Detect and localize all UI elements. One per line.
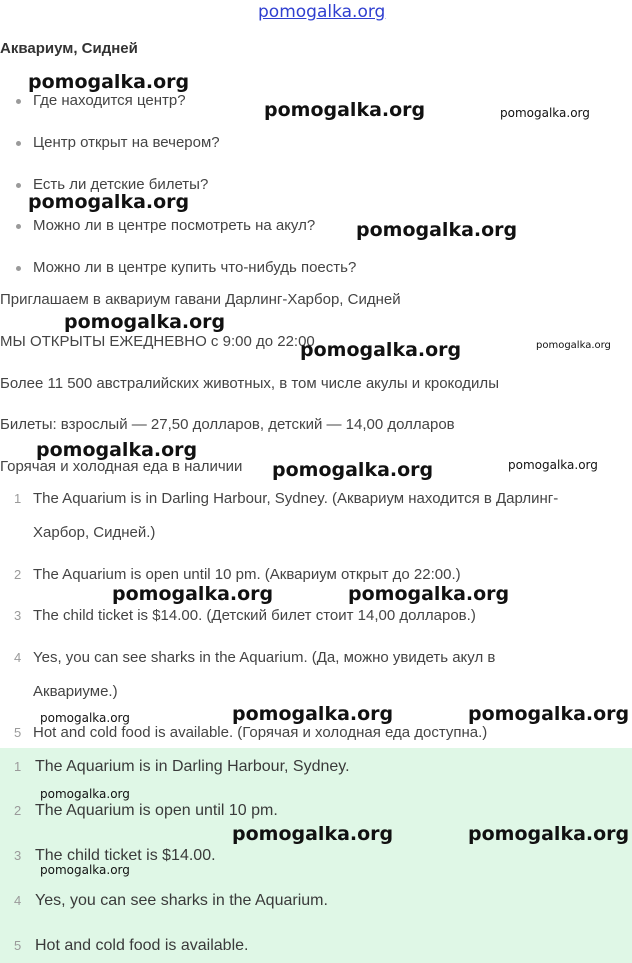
watermark-overlay: pomogalka.org	[28, 71, 190, 93]
answer-item: 4 Yes, you can see sharks in the Aquarium. (Да, можно увидеть акул в	[14, 649, 496, 666]
bullet-icon	[16, 183, 21, 188]
watermark-overlay: pomogalka.org	[40, 787, 130, 801]
final-answer-item: 5 Hot and cold food is available.	[14, 937, 249, 954]
watermark-overlay: pomogalka.org	[64, 311, 226, 333]
watermark-overlay: pomogalka.org	[264, 99, 426, 121]
final-answer-item: 2 The Aquarium is open until 10 pm.	[14, 802, 278, 819]
watermark-overlay: pomogalka.org	[300, 339, 462, 361]
final-answer-item: 4 Yes, you can see sharks in the Aquarium.	[14, 892, 328, 909]
info-line: Более 11 500 австралийских животных, в том числе акулы и крокодилы	[0, 375, 499, 392]
watermark-overlay: pomogalka.org	[232, 823, 394, 845]
watermark-overlay: pomogalka.org	[28, 191, 190, 213]
watermark-overlay: pomogalka.org	[272, 459, 434, 481]
answer-item: 3 The child ticket is $14.00. (Детский билет стоит 14,00 долларов.)	[14, 607, 476, 624]
info-line: Билеты: взрослый — 27,50 долларов, детский — 14,00 долларов	[0, 416, 455, 433]
watermark-overlay: pomogalka.org	[468, 703, 630, 725]
final-answer-item: 3 The child ticket is $14.00.	[14, 847, 216, 864]
watermark-overlay: pomogalka.org	[356, 219, 518, 241]
page-title: Аквариум, Сидней	[0, 40, 138, 57]
bullet-icon	[16, 141, 21, 146]
bullet-icon	[16, 224, 21, 229]
info-line: МЫ ОТКРЫТЫ ЕЖЕДНЕВНО с 9:00 до 22:00	[0, 333, 315, 350]
question-item: Можно ли в центре купить что-нибудь поесть?	[16, 259, 356, 276]
watermark-overlay: pomogalka.org	[36, 439, 198, 461]
bullet-icon	[16, 99, 21, 104]
question-item: Где находится центр?	[16, 92, 186, 109]
watermark-overlay: pomogalka.org	[508, 458, 598, 472]
answer-item: 1 The Aquarium is in Darling Harbour, Sydney. (Аквариум находится в Дарлинг-	[14, 490, 559, 507]
watermark-overlay: pomogalka.org	[112, 583, 274, 605]
answer-item: 2 The Aquarium is open until 10 pm. (Аквариум открыт до 22:00.)	[14, 566, 461, 583]
answer-item-continuation: Харбор, Сидней.)	[33, 524, 156, 541]
watermark-overlay: pomogalka.org	[468, 823, 630, 845]
answer-item: 5 Hot and cold food is available. (Горячая и холодная еда доступна.)	[14, 724, 488, 741]
watermark-top[interactable]: pomogalka.org	[258, 2, 386, 22]
question-item: Можно ли в центре посмотреть на акул?	[16, 217, 315, 234]
watermark-overlay: pomogalka.org	[40, 863, 130, 877]
final-answer-item: 1 The Aquarium is in Darling Harbour, Sydney.	[14, 758, 350, 775]
answer-item-continuation: Аквариуме.)	[33, 683, 118, 700]
watermark-overlay: pomogalka.org	[232, 703, 394, 725]
watermark-overlay: pomogalka.org	[500, 106, 590, 120]
info-line: Горячая и холодная еда в наличии	[0, 458, 243, 475]
bullet-icon	[16, 266, 21, 271]
watermark-overlay: pomogalka.org	[348, 583, 510, 605]
question-item: Центр открыт на вечером?	[16, 134, 220, 151]
question-item: Есть ли детские билеты?	[16, 176, 208, 193]
watermark-overlay: pomogalka.org	[40, 711, 130, 725]
info-line: Приглашаем в аквариум гавани Дарлинг-Харбор, Сидней	[0, 291, 401, 308]
watermark-overlay: pomogalka.org	[536, 340, 611, 351]
